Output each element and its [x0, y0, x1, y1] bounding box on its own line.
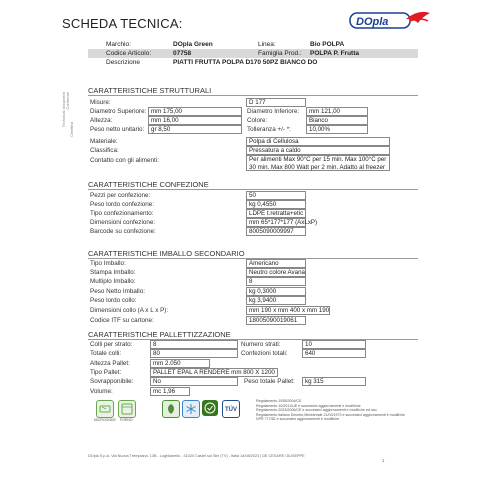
regulation-line: Regolamento 2023/2006/CE e successivi aggiornamenti e modifiche ed uso: [256, 408, 377, 413]
tipo-pallet-value: PALLET EPAL A RENDERE mm 800 X 1200: [150, 368, 278, 377]
diametro-superiore-label: Diametro Superiore:: [90, 108, 147, 115]
row-value: Americano: [246, 259, 306, 268]
row-value: 50: [246, 191, 306, 200]
section-divider: [88, 339, 418, 340]
ok-compost-badge-icon: [202, 400, 218, 416]
diametro-inferiore-label: Diametro Inferiore:: [247, 108, 300, 115]
badge-label: MICROONDE: [94, 418, 116, 422]
row-value: kg 0,4550: [246, 200, 306, 209]
numero-strati-label: Numero strati:: [241, 341, 281, 348]
sidebar-note: Conforme: [65, 92, 70, 110]
row-label: Pezzi per confezione:: [90, 192, 151, 199]
row-value: kg 0,3000: [246, 287, 306, 296]
row-label: Peso lordo confezione:: [90, 201, 155, 208]
diametro-superiore-value: mm 175,00: [148, 107, 242, 116]
colli-strato-value: 8: [150, 340, 238, 349]
numero-strati-value: 10: [302, 340, 366, 349]
tipo-pallet-label: Tipo Pallet:: [90, 369, 122, 376]
row-value: 18005090019061: [246, 316, 306, 325]
classifica-value: Pressatura a caldo: [246, 146, 390, 155]
colore-value: Bianco: [306, 116, 368, 125]
tolleranza-value: 10,00%: [306, 125, 368, 134]
compost-badge-icon: [162, 400, 180, 418]
section-divider: [88, 95, 418, 96]
regulation-line: Regolamento 10/2011/UE e successivi aggiornamenti e modifiche: [256, 403, 361, 408]
sovrapponibile-label: Sovrapponibile:: [90, 378, 134, 385]
contatto-label: Contatto con gli alimenti:: [90, 157, 159, 164]
header-row-descrizione: [88, 58, 418, 67]
section-divider: [88, 189, 418, 190]
row-value: mm 190 x mm 400 x mm 190: [246, 306, 330, 315]
row-label: Codice ITF su cartone:: [90, 317, 154, 324]
famiglia-value: POLPA P. Frutta: [310, 50, 359, 57]
volume-value: mc 1,96: [150, 387, 190, 396]
misure-value: D 177: [246, 98, 306, 107]
altezza-pallet-value: mm 2.050: [150, 359, 210, 368]
marchio-label: Marchio:: [106, 41, 131, 48]
sidebar-note: Certified: [69, 122, 74, 137]
linea-value: Bio POLPA: [310, 41, 345, 48]
regulation-line: Regolamento 1935/2004/CE: [256, 399, 302, 403]
peso-totale-value: kg 315: [302, 377, 366, 386]
famiglia-label: Famiglia Prod.:: [258, 50, 302, 57]
row-value: kg 3,9400: [246, 296, 306, 305]
row-value: mm 65*177*177 (AxLxP): [246, 218, 306, 227]
svg-text:TÜV: TÜV: [225, 407, 237, 413]
row-label: Tipo confezionamento:: [90, 210, 154, 217]
peso-netto-label: Peso netto unitario:: [90, 126, 145, 133]
diametro-inferiore-value: mm 121,00: [306, 107, 368, 116]
peso-netto-value: gr 8,50: [148, 125, 242, 134]
row-label: Peso lordo collo:: [90, 297, 137, 304]
row-label: Dimensioni collo (A x L x P):: [90, 307, 169, 314]
header-row-marchio: [88, 40, 418, 49]
regulation-line: Regolamento italiano Decreto Ministeriale 21/03/1973 e successivi aggiornamenti e modifiche: [256, 412, 406, 417]
oven-badge-icon: [118, 400, 136, 418]
row-label: Multiplo Imballo:: [90, 278, 136, 285]
descrizione-value: PIATTI FRUTTA POLPA D170 50PZ BIANCO DO: [173, 59, 318, 66]
header-row-codice: [88, 49, 418, 58]
footer-address: DOpla S.p.A. Via Nuova Trempiana, 13B - Loghlianello - 31020 Castel sul Sile (TV) - Italia 14/08/2023 | DE CESARE GIUSEPPE: [88, 454, 305, 458]
row-value: 8005090009997: [246, 227, 306, 236]
row-value: Neutro colore Avana: [246, 268, 306, 277]
tuv-badge-icon: [222, 400, 240, 418]
row-label: Peso Netto Imballo:: [90, 288, 145, 295]
row-label: Barcode su confezione:: [90, 228, 156, 235]
svg-text:DOpla: DOpla: [356, 16, 389, 28]
altezza-label: Altezza:: [90, 117, 113, 124]
classifica-label: Classifica:: [90, 147, 119, 154]
linea-label: Linea:: [258, 41, 276, 48]
peso-totale-label: Peso totale Pallet:: [244, 378, 295, 385]
row-label: Tipo Imballo:: [90, 260, 126, 267]
volume-label: Volume:: [90, 388, 113, 395]
regulation-line: DPR 777/82 e successivi aggiornamenti e modifiche: [256, 417, 340, 422]
sidebar-note: Technical document: [61, 92, 66, 128]
page-title: SCHEDA TECNICA:: [62, 16, 183, 31]
misure-label: Misure:: [90, 99, 111, 106]
totale-colli-label: Totale colli:: [90, 350, 122, 357]
tolleranza-label: Tolleranza +/- *:: [247, 126, 291, 133]
colore-label: Colore:: [247, 117, 268, 124]
badge-label: FORNO: [120, 418, 133, 422]
sovrapponibile-value: No: [150, 377, 238, 386]
row-label: Dimensioni confezione:: [90, 219, 156, 226]
confezioni-totali-value: 640: [302, 349, 366, 358]
contatto-value: Per alimenti Max 90°C per 15 min. Max 100°C per 30 min. Max 800 Watt per 2 min. Adatto al freezer: [246, 155, 390, 171]
materiale-label: Materiale:: [90, 138, 118, 145]
section-title-imballo: CARATTERISTICHE IMBALLO SECONDARIO: [88, 249, 245, 258]
microwave-badge-icon: [96, 400, 114, 418]
marchio-value: DOpla Green: [173, 41, 213, 48]
section-title-confezione: CARATTERISTICHE CONFEZIONE: [88, 180, 209, 189]
row-value: 8: [246, 277, 306, 286]
page-number: 1: [382, 458, 385, 463]
row-value: LDPE t.retratta+etic: [246, 209, 306, 218]
altezza-value: mm 16,00: [148, 116, 242, 125]
confezioni-totali-label: Confezioni totali:: [241, 350, 288, 357]
colli-strato-label: Colli per strato:: [90, 341, 133, 348]
codice-value: 07758: [173, 50, 192, 57]
totale-colli-value: 80: [150, 349, 238, 358]
section-title-pallet: CARATTERISTICHE PALLETTIZZAZIONE: [88, 330, 231, 339]
altezza-pallet-label: Altezza Pallet:: [90, 360, 130, 367]
freezer-badge-icon: [182, 400, 200, 418]
codice-label: Codice Articolo:: [106, 50, 152, 57]
descrizione-label: Descrizione: [106, 59, 140, 66]
row-label: Stampa Imballo:: [90, 269, 136, 276]
sidebar-notes: [61, 92, 74, 152]
regulations-list: [256, 399, 405, 422]
dopla-logo: [348, 9, 434, 31]
section-title-strutturali: CARATTERISTICHE STRUTTURALI: [88, 86, 212, 95]
materiale-value: Polpa di Cellulosa: [246, 137, 390, 146]
